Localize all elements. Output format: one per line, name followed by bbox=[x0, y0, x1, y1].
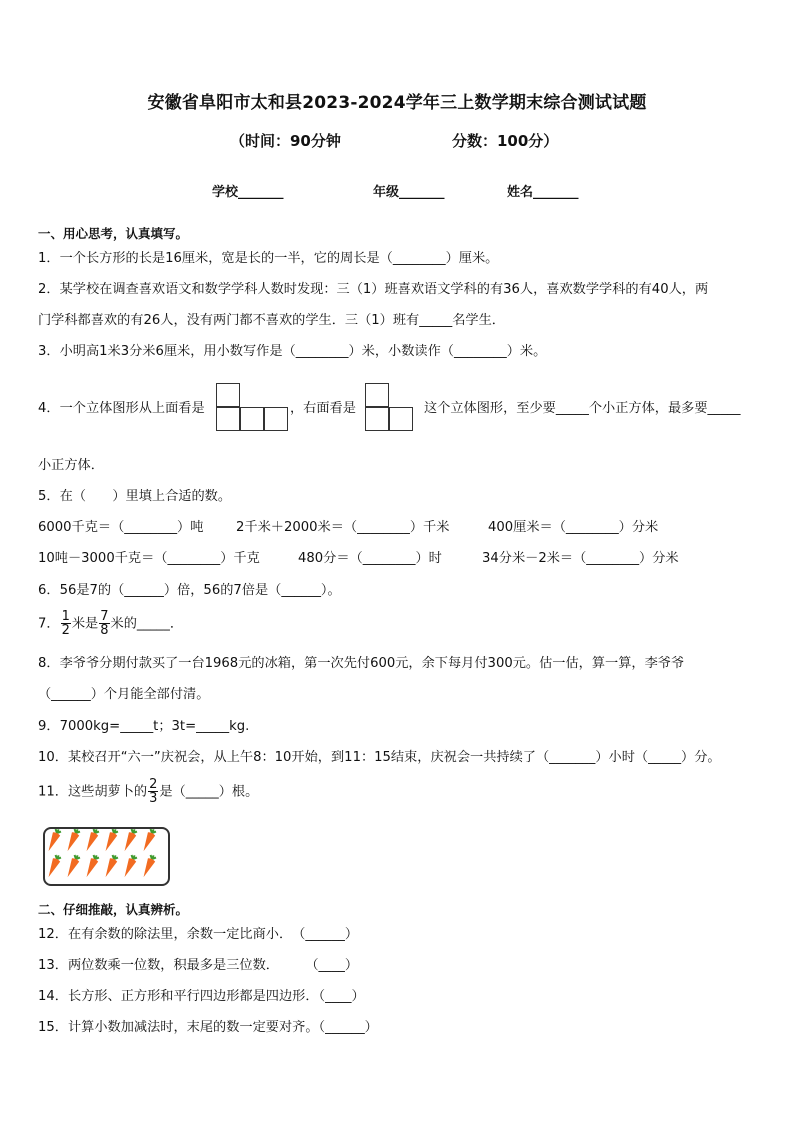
question-4-part-d: 小正方体． bbox=[38, 458, 104, 473]
carrot bbox=[140, 854, 157, 879]
q11-suffix: 是（_____）根。 bbox=[159, 784, 259, 800]
carrot bbox=[45, 829, 62, 853]
fraction-denominator: 8 bbox=[100, 623, 109, 638]
q5-item: 6000千克＝（________）吨 bbox=[38, 520, 204, 535]
fraction-one-half bbox=[61, 610, 71, 637]
fraction-numerator: 2 bbox=[149, 777, 158, 792]
carrot bbox=[102, 829, 119, 853]
q11-prefix: 11．这些胡萝卜的 bbox=[38, 784, 148, 800]
right-view-cell bbox=[389, 407, 413, 431]
question-4-part-b: ，右面看是 bbox=[290, 401, 356, 416]
question-15: 15．计算小数加减法时，末尾的数一定要对齐。（______） bbox=[38, 1020, 378, 1035]
carrot bbox=[121, 829, 138, 853]
fraction-numerator: 7 bbox=[100, 609, 109, 624]
carrot bbox=[64, 854, 81, 879]
q5-item: 480分＝（________）时 bbox=[298, 551, 442, 566]
carrot bbox=[121, 854, 138, 879]
exam-time: （时间：90分钟 bbox=[230, 132, 341, 150]
question-8-line-1: 8．李爷爷分期付款买了一台1968元的冰箱，第一次先付600元，余下每月付300元。估一估，算一算，李爷爷 bbox=[38, 656, 685, 671]
question-13: 13．两位数乘一位数，积最多是三位数． （____） bbox=[38, 958, 359, 973]
question-2-line-1: 2．某学校在调查喜欢语文和数学学科人数时发现：三（1）班喜欢语文学科的有36人，喜欢数学学科的有40人，两 bbox=[38, 282, 709, 297]
name-field[interactable]: 姓名_______ bbox=[507, 185, 579, 200]
question-8-line-2: （______）个月能全部付清。 bbox=[38, 687, 210, 702]
carrot bbox=[83, 829, 100, 853]
page-title: 安徽省阜阳市太和县2023-2024学年三上数学期末综合测试试题 bbox=[147, 93, 647, 113]
fraction-denominator: 3 bbox=[149, 791, 158, 806]
exam-score: 分数：100分） bbox=[452, 132, 559, 150]
school-field[interactable]: 学校_______ bbox=[212, 185, 284, 200]
top-view-cell bbox=[216, 383, 240, 407]
question-3: 3．小明高1米3分米6厘米，用小数写作是（________）米，小数读作（________）米。 bbox=[38, 344, 547, 359]
fraction-numerator: 1 bbox=[61, 609, 70, 624]
question-5: 5．在（ ）里填上合适的数。 bbox=[38, 489, 232, 504]
q5-item: 10吨－3000千克＝（________）千克 bbox=[38, 551, 260, 566]
question-12: 12．在有余数的除法里，余数一定比商小． （______） bbox=[38, 927, 359, 942]
q7-suffix: 米的_____． bbox=[110, 616, 184, 632]
top-view-cell bbox=[216, 407, 240, 431]
carrot bbox=[140, 829, 157, 853]
question-10: 10．某校召开“六一”庆祝会，从上午8：10开始，到11：15结束，庆祝会一共持续了（_______）小时（_____）分。 bbox=[38, 750, 721, 765]
carrot bbox=[83, 854, 100, 879]
q7-mid: 米是 bbox=[71, 616, 99, 632]
question-4-part-c: 这个立体图形，至少要_____个小正方体，最多要_____ bbox=[424, 401, 741, 416]
section-1-heading: 一、用心思考，认真填写。 bbox=[38, 226, 189, 241]
fraction-two-thirds bbox=[148, 778, 158, 805]
q5-item: 400厘米＝（________）分米 bbox=[488, 520, 659, 535]
question-11 bbox=[38, 778, 258, 805]
q5-item: 34分米－2米＝（________）分米 bbox=[482, 551, 679, 566]
top-view-cell bbox=[240, 407, 264, 431]
fraction-denominator: 2 bbox=[61, 623, 70, 638]
top-view-cell bbox=[264, 407, 288, 431]
carrot bbox=[102, 854, 119, 879]
question-6: 6．56是7的（______）倍，56的7倍是（______）。 bbox=[38, 583, 341, 598]
question-7 bbox=[38, 610, 183, 637]
carrot bbox=[64, 829, 81, 853]
q5-item: 2千米＋2000米＝（________）千米 bbox=[236, 520, 450, 535]
fraction-seven-eighths bbox=[99, 610, 109, 637]
question-9: 9．7000kg=_____t；3t=_____kg. bbox=[38, 719, 250, 734]
question-1: 1．一个长方形的长是16厘米，宽是长的一半，它的周长是（________）厘米。 bbox=[38, 251, 499, 266]
right-view-cell bbox=[365, 407, 389, 431]
question-14: 14．长方形、正方形和平行四边形都是四边形．（____） bbox=[38, 989, 365, 1004]
q7-prefix: 7． bbox=[38, 616, 60, 632]
question-2-line-2: 门学科都喜欢的有26人，没有两门都不喜欢的学生．三（1）班有_____名学生． bbox=[38, 313, 505, 328]
question-4-part-a: 4．一个立体图形从上面看是 bbox=[38, 401, 205, 416]
carrots-icon bbox=[45, 829, 168, 884]
carrot bbox=[45, 854, 62, 879]
right-view-cell bbox=[365, 383, 389, 407]
section-2-heading: 二、仔细推敲，认真辨析。 bbox=[38, 902, 189, 917]
carrot-picture bbox=[43, 827, 170, 886]
grade-field[interactable]: 年级_______ bbox=[373, 185, 445, 200]
